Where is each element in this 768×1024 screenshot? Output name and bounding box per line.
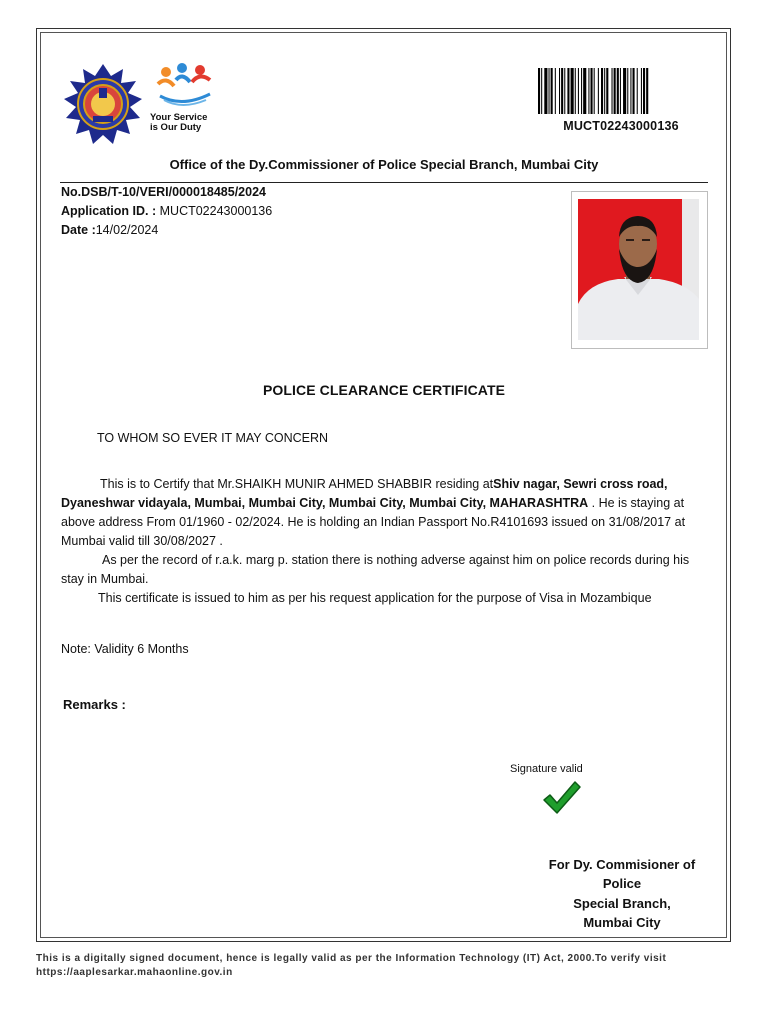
barcode-bar <box>544 68 547 114</box>
signature-status: Signature valid <box>510 763 583 775</box>
signatory-line2: Police <box>602 876 642 892</box>
barcode-bar <box>646 68 648 114</box>
certification-suffix: . He is staying at above address From 01/1960 - 02/2024. He is holding an Indian Passport No.R4101693 issued on 31/08/2017 at Mumbai valid till 30/08/2027 . <box>61 496 686 548</box>
signatory-line4: Mumbai City <box>583 914 661 930</box>
barcode-bar <box>559 68 560 114</box>
signatory-block <box>536 855 708 932</box>
barcode-bar <box>567 68 569 114</box>
barcode-bar <box>571 68 574 114</box>
footer-disclaimer: This is a digitally signed document, hence is legally valid as per the Information Technology (IT) Act, 2000.To verify visit https://aaplesarkar.mahaonline.gov.in <box>36 953 667 978</box>
barcode-bar <box>620 68 621 114</box>
remarks-label: Remarks : <box>63 697 126 712</box>
barcode-bar <box>612 68 613 114</box>
date-value: 14/02/2024 <box>95 223 159 237</box>
barcode-bar <box>581 68 582 114</box>
barcode-bar <box>623 68 626 114</box>
salutation: TO WHOM SO EVER IT MAY CONCERN <box>97 431 329 445</box>
applicant-photo <box>578 199 699 340</box>
reference-number: No.DSB/T-10/VERI/000018485/2024 <box>61 185 266 199</box>
application-id-line <box>61 204 272 218</box>
barcode-bar <box>555 68 556 114</box>
validity-note: Note: Validity 6 Months <box>61 642 189 656</box>
signatory-line3: Special Branch, <box>573 895 671 911</box>
police-record-paragraph: As per the record of r.a.k. marg p. station there is nothing adverse against him on police records during his stay in Mumbai. <box>61 553 690 586</box>
application-id-label: Application ID. : <box>61 204 157 218</box>
barcode-bar <box>594 68 595 114</box>
certification-prefix: This is to Certify that Mr.SHAIKH MUNIR AHMED SHABBIR residing at <box>100 477 494 491</box>
mumbai-police-emblem-icon <box>60 62 146 144</box>
certification-paragraph <box>61 475 713 551</box>
barcode-bar <box>561 68 563 114</box>
barcode-bar <box>627 68 628 114</box>
barcode-bar <box>551 68 553 114</box>
barcode-bar <box>575 68 576 114</box>
barcode-bar <box>637 68 638 114</box>
barcode-bar <box>633 68 635 114</box>
office-title: Office of the Dy.Commissioner of Police Special Branch, Mumbai City <box>169 157 599 172</box>
residential-address: Shiv nagar, Sewri cross road, Dyaneshwar vidayala, Mumbai, Mumbai City, Mumbai City, Mumbai City, MAHARASHTRA <box>61 477 668 510</box>
barcode-bar <box>538 68 540 114</box>
barcode-bar <box>578 68 579 114</box>
barcode-bar <box>606 68 608 114</box>
date-label: Date : <box>61 223 96 237</box>
barcode-bar <box>564 68 565 114</box>
purpose-paragraph: This certificate is issued to him as per his request application for the purpose of Visa in Mozambique <box>98 591 652 605</box>
logo-tagline <box>150 113 207 133</box>
barcode-bar <box>614 68 616 114</box>
barcode-bar <box>588 68 589 114</box>
barcode-bar <box>549 68 550 114</box>
header-divider <box>60 182 708 183</box>
barcode-bar <box>598 68 599 114</box>
barcode-bar <box>601 68 603 114</box>
logo-tagline-line2: is Our Duty <box>150 122 202 133</box>
logo-tagline-line1: Your Service <box>150 112 208 123</box>
barcode-bar <box>641 68 642 114</box>
barcode <box>536 68 706 114</box>
certificate-title: POLICE CLEARANCE CERTIFICATE <box>262 382 506 398</box>
date-line <box>61 223 158 237</box>
barcode-bar <box>604 68 605 114</box>
barcode-bar <box>643 68 645 114</box>
barcode-number: MUCT02243000136 <box>563 119 679 133</box>
service-logo-icon <box>152 62 218 110</box>
application-id-value: MUCT02243000136 <box>159 204 273 218</box>
certificate-body <box>61 475 713 608</box>
signatory-line1: For Dy. Commisioner of <box>548 857 696 872</box>
barcode-bar <box>591 68 593 114</box>
barcode-bar <box>630 68 631 114</box>
barcode-bar <box>617 68 619 114</box>
check-mark-icon <box>541 779 583 817</box>
barcode-bar <box>583 68 586 114</box>
barcode-bar <box>541 68 542 114</box>
